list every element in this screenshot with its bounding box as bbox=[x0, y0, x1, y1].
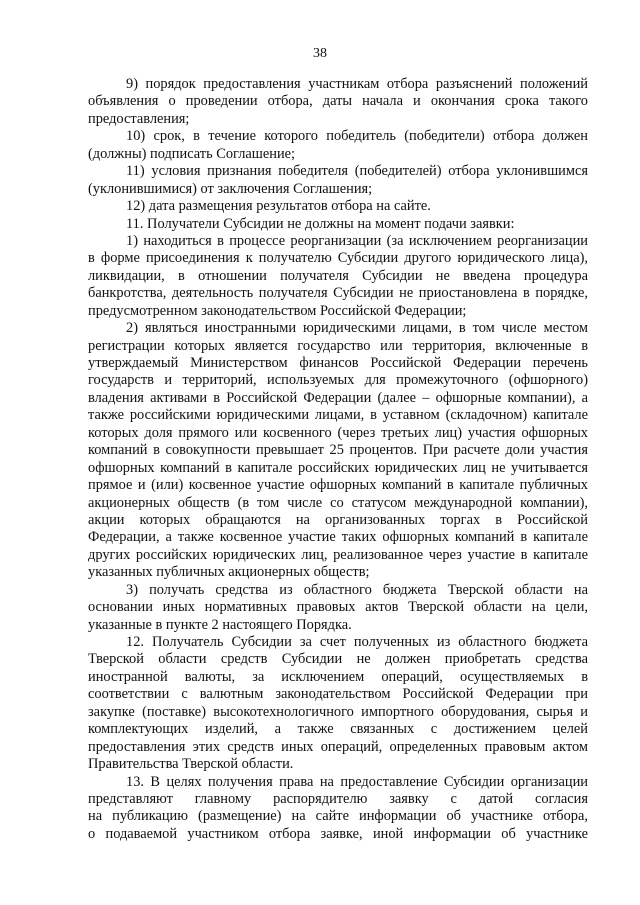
text-line: закупке (поставке) высокотехнологичного импортного оборудования, сырья и bbox=[88, 703, 588, 720]
text-line: Федерации, а также косвенное участие таких офшорных компаний в капитале bbox=[88, 529, 588, 546]
text-line: объявления о проведении отбора, даты начала и окончания срока такого bbox=[88, 93, 588, 110]
text-line: владения активами в Российской Федерации (далее – офшорные компании), а bbox=[88, 389, 588, 406]
text-line: основании иных нормативных правовых актов Тверской области на цели, bbox=[88, 599, 588, 616]
text-line: иностранной валюты, за исключением операций, осуществляемых в bbox=[88, 668, 588, 685]
text-line: банкротства, деятельность получателя Субсидии не приостановлена в порядке, bbox=[88, 285, 588, 302]
text-line: 11. Получатели Субсидии не должны на момент подачи заявки: bbox=[126, 215, 515, 232]
text-line: Тверской области средств Субсидии не должен приобретать средства bbox=[88, 651, 588, 668]
text-line: офшорных компаний в капитале российских юридических лиц не учитывается bbox=[88, 459, 588, 476]
text-line: 3) получать средства из областного бюджета Тверской области на bbox=[126, 581, 588, 598]
document-body bbox=[88, 76, 588, 843]
text-line: 11) условия признания победителя (победителей) отбора уклонившимся bbox=[126, 163, 588, 180]
text-line: указанных публичных акционерных обществ; bbox=[88, 564, 370, 581]
text-line: прямое и (или) косвенное участие офшорных компаний в капитале публичных bbox=[88, 477, 588, 494]
text-line: компаний в совокупности превышает 25 процентов. При расчете доли участия bbox=[88, 442, 588, 459]
page-number: 38 bbox=[313, 46, 327, 61]
text-line: соответствии с валютным законодательством Российской Федерации при bbox=[88, 686, 588, 703]
text-line: о подаваемой участником отбора заявке, иной информации об участнике bbox=[88, 825, 588, 842]
text-line: в форме присоединения к получателю Субсидии другого юридического лица), bbox=[88, 250, 588, 267]
text-line: (уклонившимися) от заключения Соглашения; bbox=[88, 180, 373, 197]
text-line: 10) срок, в течение которого победитель (победители) отбора должен bbox=[126, 128, 588, 145]
text-line: (должны) подписать Соглашение; bbox=[88, 145, 296, 162]
text-line: также российскими юридическими лицами, в уставном (складочном) капитале bbox=[88, 407, 588, 424]
text-line: которых доля прямого или косвенного (через третьих лиц) участия офшорных bbox=[88, 424, 588, 441]
text-line: комплектующих изделий, а также связанных с достижением целей bbox=[88, 721, 588, 738]
text-line: 1) находиться в процессе реорганизации (за исключением реорганизации bbox=[126, 232, 588, 249]
text-line: ликвидации, в отношении получателя Субсидии не введена процедура bbox=[88, 267, 588, 284]
text-line: указанные в пункте 2 настоящего Порядка. bbox=[88, 616, 352, 633]
text-line: на публикацию (размещение) на сайте информации об участнике отбора, bbox=[88, 808, 588, 825]
text-line: предусмотренном законодательством Российской Федерации; bbox=[88, 302, 467, 319]
text-line: регистрации которых является государство или территория, включенные в bbox=[88, 337, 588, 354]
text-line: 9) порядок предоставления участникам отбора разъяснений положений bbox=[126, 76, 588, 92]
text-line: представляют главному распорядителю заявку с датой согласия bbox=[88, 790, 588, 807]
text-line: Правительства Тверской области. bbox=[88, 756, 294, 773]
text-line: акционерных обществ (в том числе со статусом международной компании), bbox=[88, 494, 588, 511]
text-line: других российских юридических лиц, реализованное через участие в капитале bbox=[88, 546, 588, 563]
text-line: 13. В целях получения права на предоставление Субсидии организации bbox=[126, 773, 588, 790]
text-line: 12) дата размещения результатов отбора на сайте. bbox=[126, 198, 431, 215]
text-line: утверждаемый Министерством финансов Российской Федерации перечень bbox=[88, 355, 588, 371]
text-line: государств и территорий, используемых для промежуточного (офшорного) bbox=[88, 372, 588, 389]
text-line: предоставления этих средств иных операций, определенных правовым актом bbox=[88, 738, 588, 755]
text-line: 12. Получатель Субсидии за счет полученных из областного бюджета bbox=[126, 634, 588, 650]
text-line: 2) являться иностранными юридическими лицами, в том числе местом bbox=[126, 320, 588, 337]
text-line: акции которых обращаются на организованных торгах в Российской bbox=[88, 511, 588, 528]
text-line: предоставления; bbox=[88, 110, 190, 127]
